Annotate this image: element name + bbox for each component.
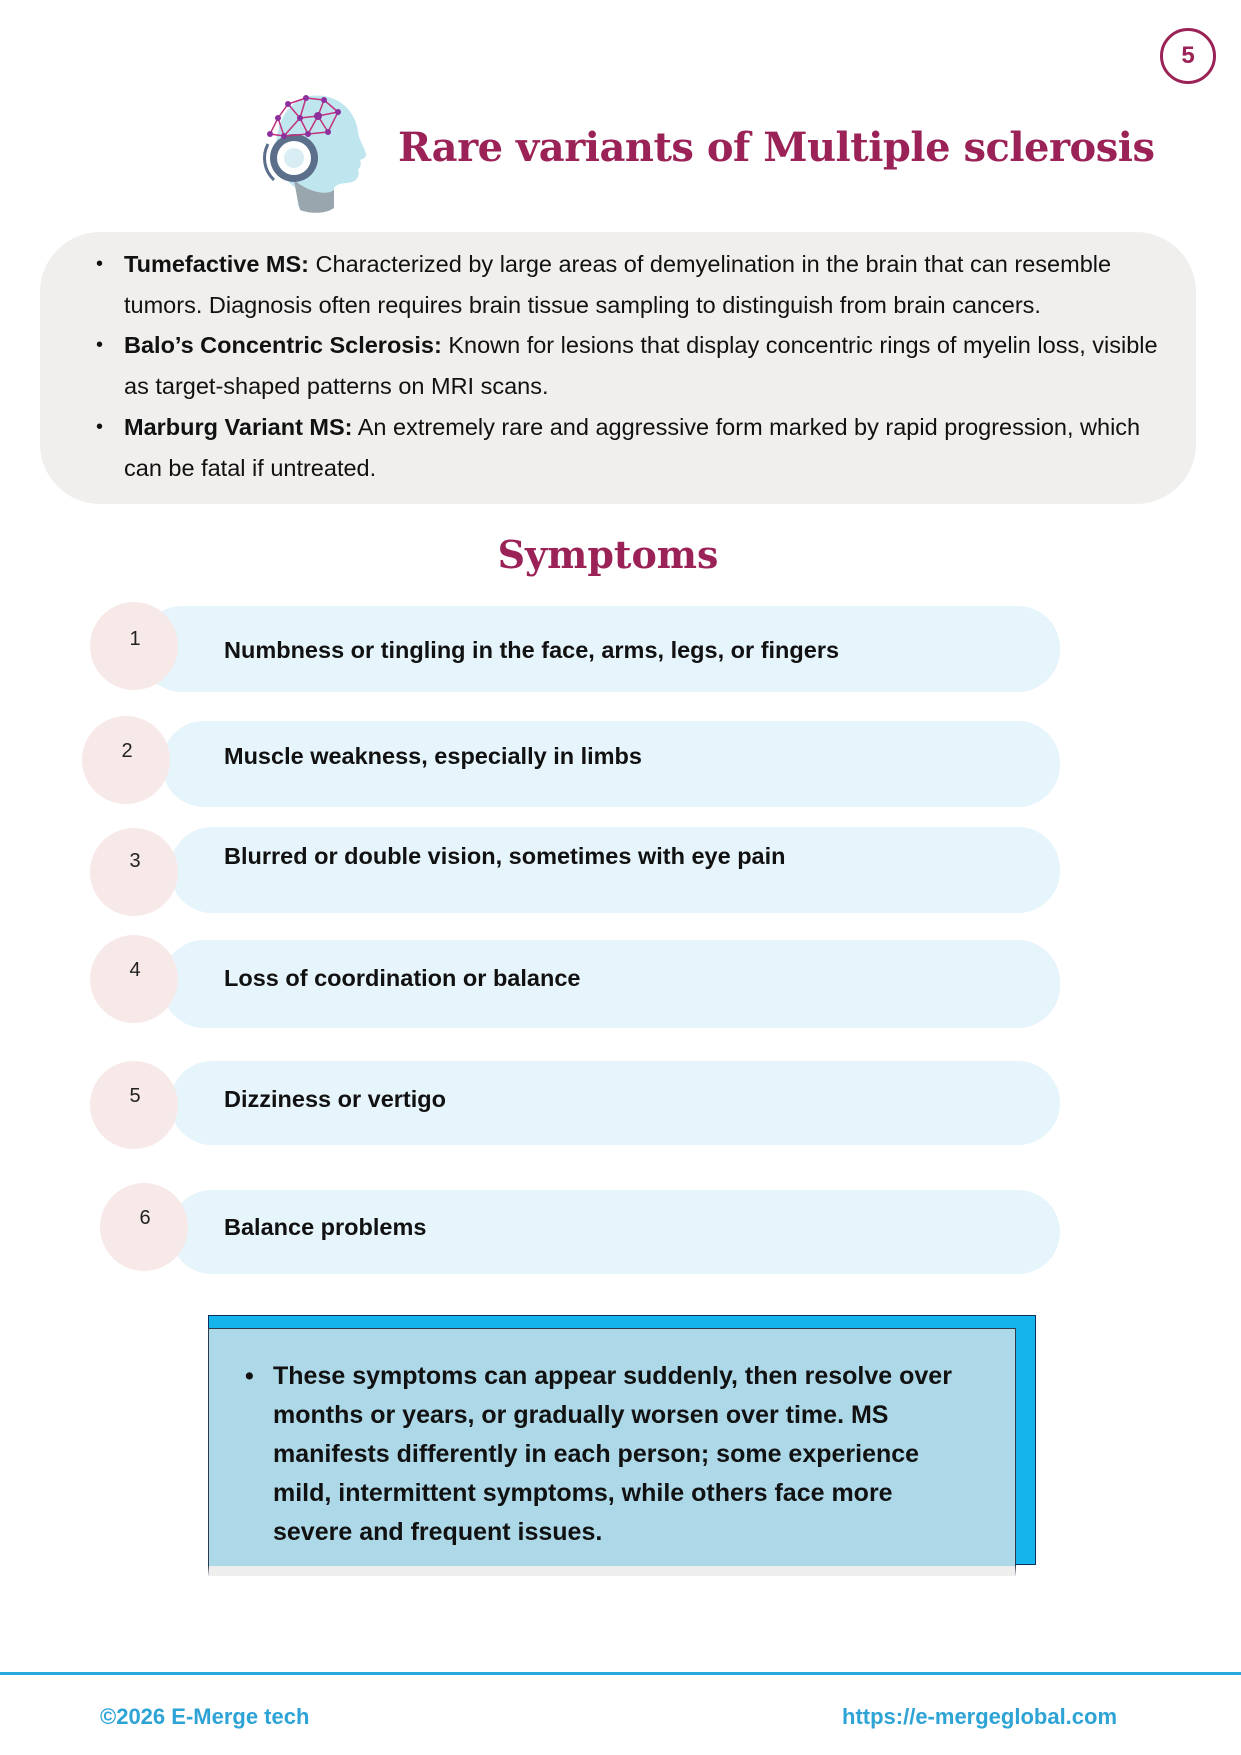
page-number: 5 [1181, 42, 1195, 69]
symptom-number: 2 [121, 740, 133, 762]
variant-item [124, 244, 1166, 325]
page-title: Rare variants of Multiple sclerosis [398, 124, 1155, 171]
symptoms-heading: Symptoms [497, 532, 719, 577]
variant-description: An extremely rare and aggressive form marked by rapid progression, which can be fatal if untreated. [124, 413, 1141, 481]
variant-term: Marburg Variant MS: [124, 413, 353, 440]
variant-item [124, 407, 1166, 488]
note-list [273, 1357, 975, 1552]
variants-list [124, 244, 1166, 488]
variant-item [124, 325, 1166, 406]
symptom-text: Numbness or tingling in the face, arms, legs, or fingers [224, 637, 840, 663]
symptom-text: Dizziness or vertigo [224, 1086, 446, 1112]
symptom-bar [170, 827, 1060, 913]
symptom-number: 5 [129, 1085, 141, 1107]
ai-brain-head-icon [248, 84, 388, 224]
symptom-number: 4 [129, 959, 141, 981]
variant-description: Known for lesions that display concentric rings of myelin loss, visible as target-shaped patterns on MRI scans. [124, 332, 1158, 400]
symptom-text: Blurred or double vision, sometimes with eye pain [224, 843, 786, 869]
page-number-badge [1160, 28, 1216, 84]
symptoms-note-box [208, 1328, 1016, 1576]
symptom-text: Loss of coordination or balance [224, 965, 581, 991]
footer-url-link[interactable]: https://e-mergeglobal.com [842, 1704, 1118, 1729]
symptom-number: 6 [139, 1207, 151, 1229]
footer-copyright: ©2026 E-Merge tech [100, 1704, 310, 1729]
variant-term: Tumefactive MS: [124, 251, 309, 277]
symptom-number: 3 [129, 850, 141, 872]
symptom-number: 1 [129, 628, 141, 650]
variant-description: Characterized by large areas of demyelination in the brain that can resemble tumors. Diagnosis often requires brain tissue sampling to distinguish from brain cancers. [124, 251, 1112, 318]
symptom-text: Balance problems [224, 1214, 427, 1240]
rare-variants-panel [40, 232, 1196, 504]
note-text: • These symptoms can appear suddenly, then resolve over months or years, or gradually worsen over time. MS manifests differently in each person; some experience mild, intermittent symptoms, while others face more severe and frequent issues. [273, 1357, 975, 1552]
footer-divider [0, 1672, 1241, 1675]
symptom-text: Muscle weakness, especially in limbs [224, 743, 642, 769]
variant-term: Balo’s Concentric Sclerosis: [124, 332, 442, 359]
